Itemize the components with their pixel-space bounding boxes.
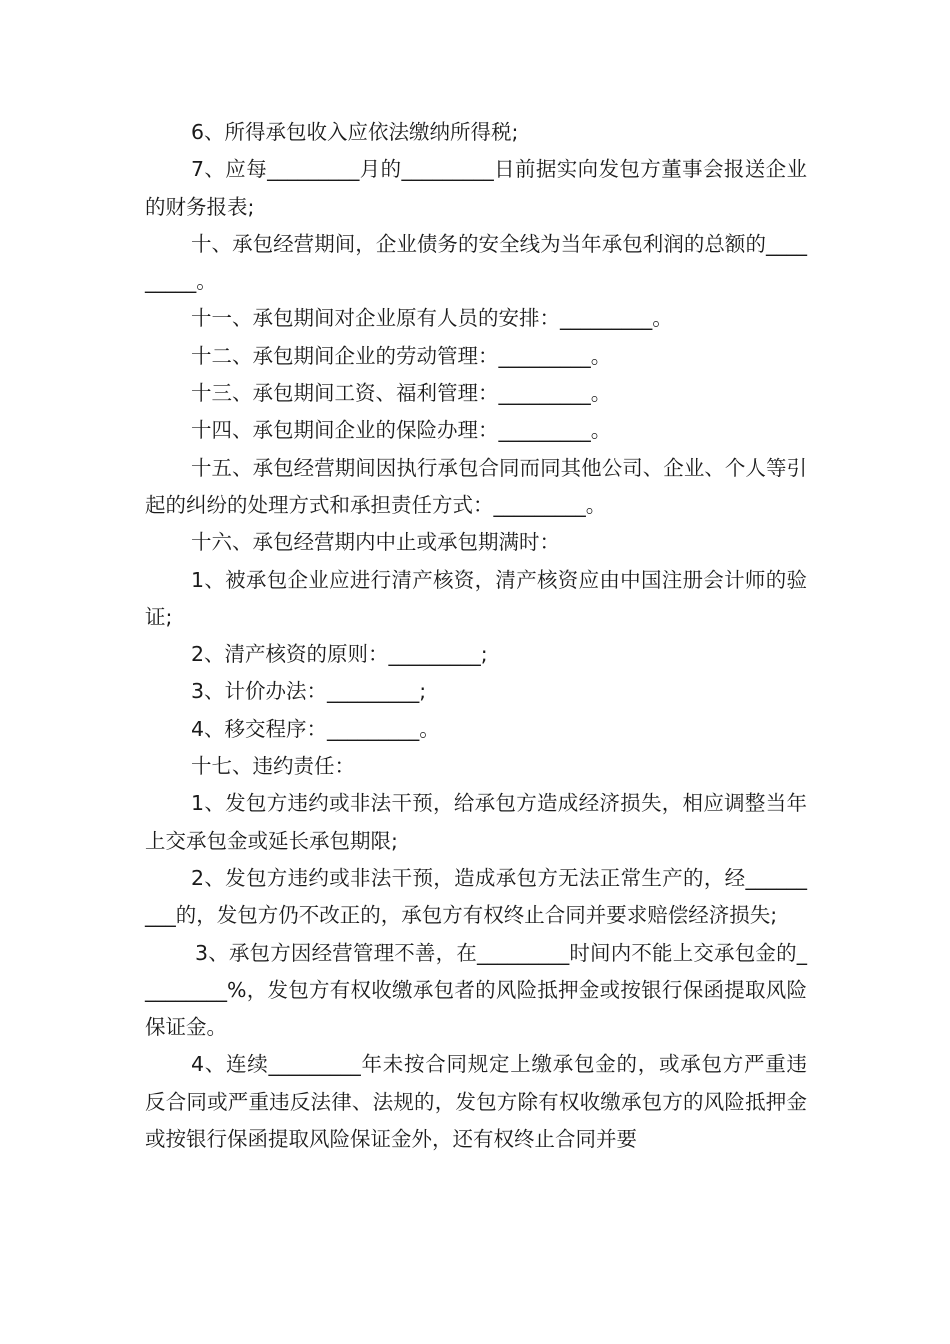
paragraph: 十五、承包经营期间因执行承包合同而同其他公司、企业、个人等引起的纠纷的处理方式和承担责任方式：_________。 bbox=[145, 455, 807, 517]
paragraph: 十、承包经营期间，企业债务的安全线为当年承包利润的总额的_________。 bbox=[145, 231, 807, 294]
paragraph: 十七、违约责任： bbox=[191, 754, 355, 779]
paragraph: 十二、承包期间企业的劳动管理：_________。 bbox=[191, 343, 612, 368]
paragraph: 十一、承包期间对企业原有人员的安排：_________。 bbox=[191, 306, 673, 331]
paragraph: 1、被承包企业应进行清产核资，清产核资应由中国注册会计师的验证; bbox=[145, 567, 807, 629]
paragraph: 十三、承包期间工资、福利管理：_________。 bbox=[191, 381, 612, 406]
paragraph: 2、清产核资的原则：_________; bbox=[191, 642, 488, 667]
document-page bbox=[145, 114, 807, 1158]
paragraph: 3、承包方因经营管理不善，在_________时间内不能上交承包金的_________%，发包方有权收缴承包者的风险抵押金或按银行保函提取风险保证金。 bbox=[145, 940, 807, 1040]
paragraph: 7、应每_________月的_________日前据实向发包方董事会报送企业的财务报表; bbox=[145, 157, 807, 219]
paragraph: 4、移交程序：_________。 bbox=[191, 716, 440, 741]
paragraph: 1、发包方违约或非法干预，给承包方造成经济损失，相应调整当年上交承包金或延长承包期限; bbox=[145, 791, 807, 853]
paragraph: 2、发包方违约或非法干预，造成承包方无法正常生产的，经_________的，发包方仍不改正的，承包方有权终止合同并要求赔偿经济损失; bbox=[145, 865, 807, 928]
paragraph: 6、所得承包收入应依法缴纳所得税; bbox=[191, 120, 519, 144]
paragraph: 4、连续_________年未按合同规定上缴承包金的，或承包方严重违反合同或严重违反法律、法规的，发包方除有权收缴承包方的风险抵押金或按银行保函提取风险保证金外，还有权终止合同并要 bbox=[145, 1052, 807, 1152]
paragraph: 十四、承包期间企业的保险办理：_________。 bbox=[191, 418, 612, 443]
paragraph: 3、计价办法：_________; bbox=[191, 679, 427, 704]
paragraph: 十六、承包经营期内中止或承包期满时： bbox=[191, 530, 560, 555]
